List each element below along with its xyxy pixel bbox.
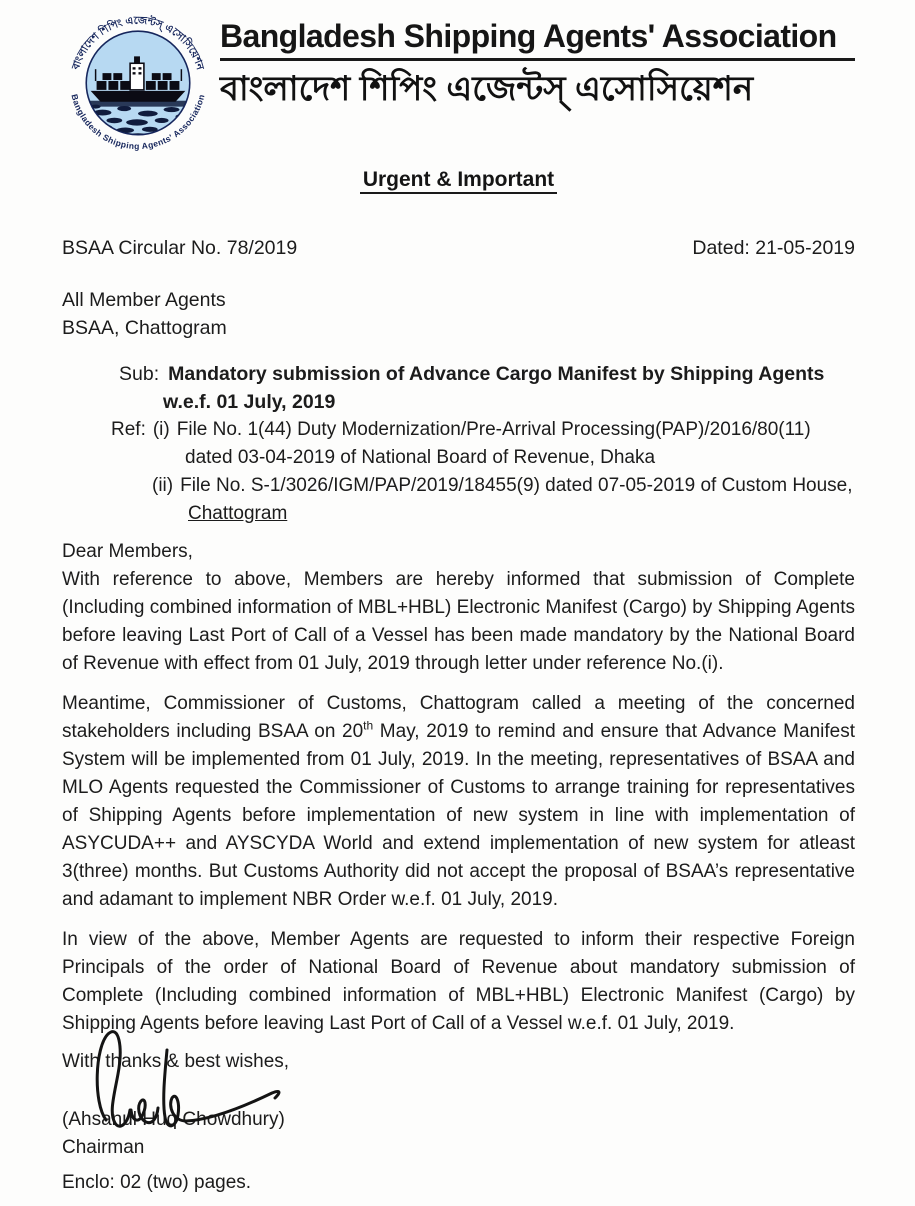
salutation: Dear Members, bbox=[62, 541, 193, 562]
reference-block bbox=[111, 416, 855, 528]
bsaa-logo-icon bbox=[62, 12, 214, 152]
letterhead bbox=[62, 10, 855, 154]
paragraph-2-text-start: Meantime, Commissioner of Customs, Chattogram called a meeting of the concerned stakeholders including BSAA on 20 bbox=[62, 693, 855, 742]
bsaa-logo bbox=[62, 12, 214, 152]
body-paragraph-1: With reference to above, Members are hereby informed that submission of Complete (Including combined information of MBL+HBL) Electronic Manifest (Cargo) by Shipping Agents before leaving Last Port of Call of a Vessel has been made mandatory by the National Board of Revenue with effect from 01 July, 2019 through letter under reference No.(i). bbox=[62, 569, 855, 674]
paragraph-2-text-end: May, 2019 to remind and ensure that Advance Manifest System will be implemented from 01 July, 2019. In the meeting, representatives of BSAA and MLO Agents requested the Commissioner of Customs to arrange training for representatives of Shipping Agents before implementation of new system in line with implementation of ASYCUDA++ and AYSCYDA World and extend implementation of new system for atleast 3(three) months. But Customs Authority did not accept the proposal of BSAA’s representative and adamant to implement NBR Order w.e.f. 01 July, 2019. bbox=[62, 721, 855, 910]
signer-name: (Ahsanul Huq Chowdhury) bbox=[62, 1109, 285, 1130]
title-block bbox=[220, 10, 855, 120]
meta-row bbox=[62, 234, 855, 262]
date-line: Dated: 21-05-2019 bbox=[692, 237, 855, 259]
circular-number: BSAA Circular No. 78/2019 bbox=[62, 237, 298, 259]
reference-item2-text: File No. S-1/3026/IGM/PAP/2019/18455(9) dated 07-05-2019 of Custom House, bbox=[180, 475, 853, 496]
recipient-block bbox=[62, 286, 855, 342]
recipient-line-1: All Member Agents bbox=[62, 289, 226, 311]
title-divider bbox=[220, 58, 855, 61]
org-name-english: Bangladesh Shipping Agents' Association bbox=[220, 18, 837, 54]
reference-item2-marker: (ii) bbox=[152, 475, 174, 496]
letter-body bbox=[62, 538, 855, 1038]
body-paragraph-3: In view of the above, Member Agents are requested to inform their respective Foreign Principals of the order of National Board of Revenue about mandatory submission of Complete (Including combined information of MBL+HBL) Electronic Manifest (Cargo) by Shipping Agents before leaving Last Port of Call of a Vessel w.e.f. 01 July, 2019. bbox=[62, 929, 855, 1034]
closing-block bbox=[62, 1048, 855, 1162]
enclosure-note: Enclo: 02 (two) pages. bbox=[62, 1172, 252, 1193]
subject-label: Sub: bbox=[119, 363, 160, 385]
logo-top-text: বাংলাদেশ শিপিং এজেন্টস্ এসোসিয়েশন bbox=[70, 15, 206, 72]
reference-item1-text: File No. 1(44) Duty Modernization/Pre-Arrival Processing(PAP)/2016/80(11) bbox=[176, 419, 811, 440]
reference-item2-continuation: Chattogram bbox=[188, 503, 288, 524]
subject-text: Mandatory submission of Advance Cargo Manifest by Shipping Agents bbox=[168, 363, 825, 385]
reference-item1-continuation: dated 03-04-2019 of National Board of Revenue, Dhaka bbox=[185, 447, 656, 468]
reference-item1-marker: (i) bbox=[152, 419, 170, 440]
body-paragraph-2 bbox=[62, 690, 855, 914]
reference-label: Ref: bbox=[111, 419, 146, 440]
ordinal-superscript: th bbox=[363, 718, 374, 733]
org-name-bengali: বাংলাদেশ শিপিং এজেন্টস্ এসোসিয়েশন bbox=[220, 70, 754, 108]
signer-title: Chairman bbox=[62, 1137, 145, 1158]
urgent-important-heading: Urgent & Important bbox=[360, 168, 557, 194]
logo-bottom-text: Bangladesh Shipping Agents' Association bbox=[69, 93, 207, 152]
subject-effective-date: w.e.f. 01 July, 2019 bbox=[163, 391, 336, 413]
recipient-line-2: BSAA, Chattogram bbox=[62, 317, 227, 339]
valediction: With thanks & best wishes, bbox=[62, 1051, 290, 1072]
subject-block bbox=[119, 360, 855, 416]
urgent-heading-row bbox=[62, 168, 855, 198]
